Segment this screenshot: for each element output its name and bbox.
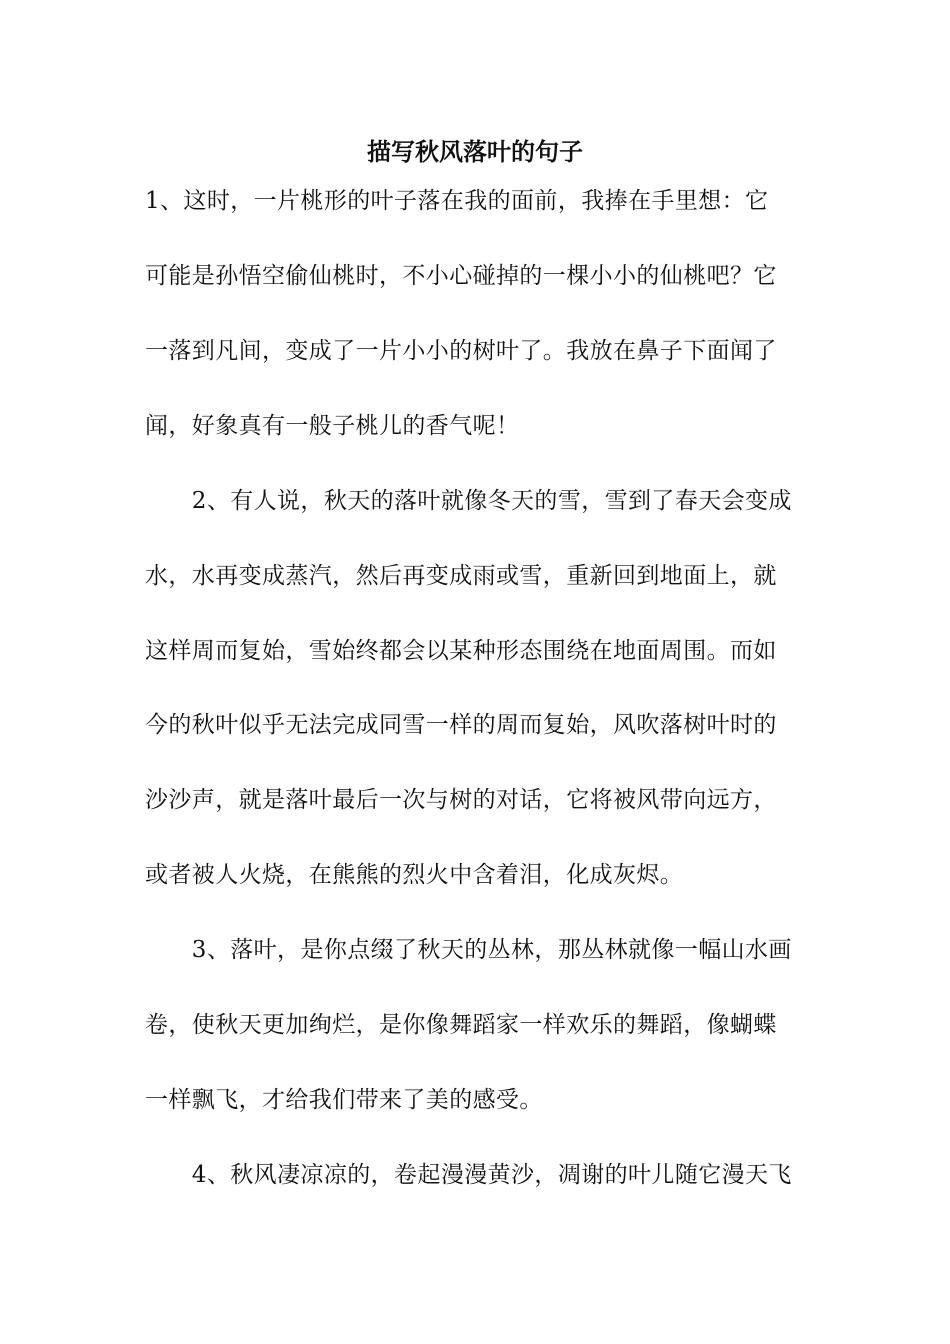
paragraph-line: 卷，使秋天更加绚烂，是你像舞蹈家一样欢乐的舞蹈，像蝴蝶 <box>145 1012 777 1038</box>
paragraph-line: 今的秋叶似乎无法完成同雪一样的周而复始，风吹落树叶时的 <box>145 712 777 738</box>
paragraph-line: 沙沙声，就是落叶最后一次与树的对话，它将被风带向远方， <box>145 787 777 813</box>
paragraph-line: 4、秋风凄凉凉的，卷起漫漫黄沙，凋谢的叶儿随它漫天飞 <box>145 1162 792 1188</box>
paragraph-line: 一样飘飞，才给我们带来了美的感受。 <box>145 1087 543 1113</box>
paragraph-line: 可能是孙悟空偷仙桃时，不小心碰掉的一棵小小的仙桃吧？它 <box>145 263 777 289</box>
paragraph-line: 水，水再变成蒸汽，然后再变成雨或雪，重新回到地面上，就 <box>145 563 777 589</box>
document-title: 描写秋风落叶的句子 <box>367 137 583 166</box>
paragraph-line: 2、有人说，秋天的落叶就像冬天的雪，雪到了春天会变成 <box>145 488 792 514</box>
paragraph-line: 3、落叶，是你点缀了秋天的丛林，那丛林就像一幅山水画 <box>145 937 792 963</box>
paragraph-line: 1、这时，一片桃形的叶子落在我的面前，我捧在手里想：它 <box>145 188 769 214</box>
paragraph-line: 一落到凡间，变成了一片小小的树叶了。我放在鼻子下面闻了 <box>145 338 777 364</box>
paragraph-line: 或者被人火烧，在熊熊的烈火中含着泪，化成灰烬。 <box>145 862 684 888</box>
paragraph-line: 闻，好象真有一般子桃儿的香气呢！ <box>145 413 520 439</box>
paragraph-line: 这样周而复始，雪始终都会以某种形态围绕在地面周围。而如 <box>145 638 777 664</box>
